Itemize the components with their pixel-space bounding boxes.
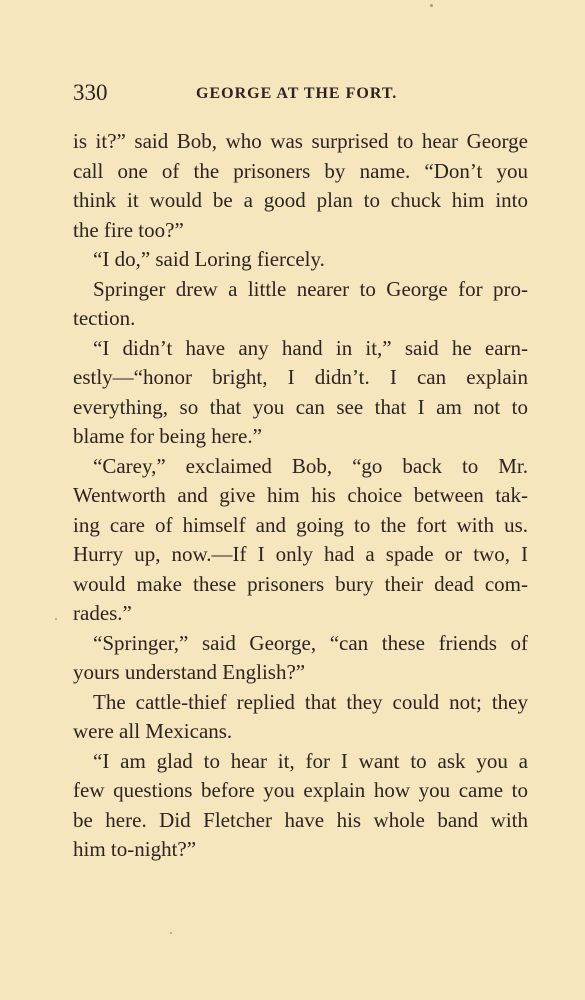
text-line: estly—“honor bright, I didn’t. I can explain bbox=[73, 365, 528, 389]
paper-speck bbox=[430, 4, 433, 7]
text-line: would make these prisoners bury their dead com- bbox=[73, 571, 528, 596]
text-line: rades.” bbox=[73, 601, 132, 625]
body-text bbox=[73, 127, 528, 865]
text-line: “I do,” said Loring fiercely. bbox=[93, 247, 325, 271]
paper-speck bbox=[55, 618, 57, 620]
text-line: “Springer,” said George, “can these friends of bbox=[93, 630, 528, 655]
text-line: “Carey,” exclaimed Bob, “go back to Mr. bbox=[93, 453, 528, 478]
text-line: “I am glad to hear it, for I want to ask you a bbox=[93, 748, 528, 773]
text-line: be here. Did Fletcher have his whole band with bbox=[73, 807, 528, 832]
text-line: yours understand English?” bbox=[73, 660, 306, 684]
running-head: GEORGE AT THE FORT. bbox=[196, 85, 398, 102]
page-number: 330 bbox=[73, 80, 108, 105]
text-line: think it would be a good plan to chuck him into bbox=[73, 188, 528, 212]
text-line: Springer drew a little nearer to George for pro- bbox=[93, 276, 528, 301]
text-line: everything, so that you can see that I am not to bbox=[73, 394, 528, 419]
text-line: “I didn’t have any hand in it,” said he earn- bbox=[93, 335, 528, 360]
text-line: The cattle-thief replied that they could not; they bbox=[93, 689, 528, 714]
text-line: Wentworth and give him his choice between tak- bbox=[73, 483, 528, 507]
paper-speck bbox=[170, 932, 172, 934]
text-line: call one of the prisoners by name. “Don’t you bbox=[73, 158, 528, 183]
text-line: ing care of himself and going to the fort with us. bbox=[73, 512, 528, 537]
text-line: him to-night?” bbox=[73, 837, 197, 861]
page-header bbox=[73, 80, 528, 106]
text-line: tection. bbox=[73, 306, 136, 330]
text-line: were all Mexicans. bbox=[73, 719, 233, 743]
text-line: is it?” said Bob, who was surprised to hear George bbox=[73, 129, 528, 153]
text-line: the fire too?” bbox=[73, 217, 184, 242]
text-line: few questions before you explain how you came to bbox=[73, 778, 528, 802]
text-line: blame for being here.” bbox=[73, 424, 262, 448]
text-line: Hurry up, now.—If I only had a spade or two, I bbox=[73, 542, 528, 566]
